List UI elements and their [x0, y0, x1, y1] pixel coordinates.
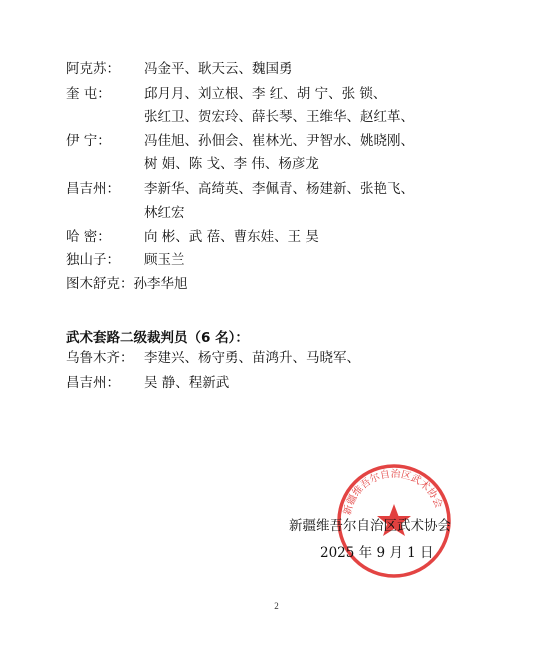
- signature-org: 新疆维吾尔自治区武术协会: [289, 518, 451, 534]
- region-label: 图木舒克：: [66, 276, 134, 292]
- region-row-changji-level2: [66, 374, 229, 392]
- region-row-hami: [66, 228, 319, 246]
- region-row-changji: [66, 180, 414, 198]
- region-row-kuitun: [66, 85, 386, 103]
- names-line: 李新华、高绮英、李佩青、杨建新、张艳飞、: [144, 181, 414, 197]
- region-label: 独山子：: [66, 252, 120, 268]
- names-line: 冯佳旭、孙佃会、崔林光、尹智水、姚晓刚、: [144, 133, 414, 149]
- region-label: 阿克苏：: [66, 61, 120, 77]
- region-label: 乌鲁木齐：: [66, 350, 134, 366]
- region-label: 奎 屯：: [66, 86, 111, 102]
- signature-date: 2025 年 9 月 1 日: [320, 545, 434, 561]
- region-label: 昌吉州：: [66, 181, 120, 197]
- region-label: 哈 密：: [66, 229, 111, 245]
- names-line: 李建兴、杨守勇、苗鸿升、马晓军、: [144, 350, 360, 366]
- region-row-yining: [66, 132, 414, 150]
- region-label: 昌吉州：: [66, 375, 120, 391]
- seal-ring-text: 新疆维吾尔自治区武术协会: [342, 468, 444, 517]
- region-row-urumqi: [66, 349, 360, 367]
- names-line: 邱月月、刘立根、李 红、胡 宁、张 锁、: [144, 86, 387, 102]
- names-line: 孙李华旭: [133, 276, 188, 292]
- section-heading-level2: 武术套路二级裁判员（6 名）：: [66, 330, 249, 346]
- names-line: 冯金平、耿天云、魏国勇: [144, 61, 293, 77]
- page-number: 2: [274, 601, 279, 611]
- region-row-aksu: [66, 60, 293, 78]
- names-continuation: 树 娟、陈 戈、李 伟、杨彦龙: [144, 156, 319, 172]
- region-label: 伊 宁：: [66, 133, 111, 149]
- names-line: 吴 静、程新武: [144, 375, 230, 391]
- names-continuation: 张红卫、贺宏玲、薛长琴、王维华、赵红革、: [144, 109, 414, 125]
- region-row-tumxuk: [66, 275, 188, 293]
- names-line: 顾玉兰: [144, 252, 185, 268]
- region-row-dushanzi: [66, 251, 185, 269]
- names-line: 向 彬、武 蓓、曹东娃、王 昊: [144, 229, 319, 245]
- names-continuation: 林红宏: [144, 205, 185, 221]
